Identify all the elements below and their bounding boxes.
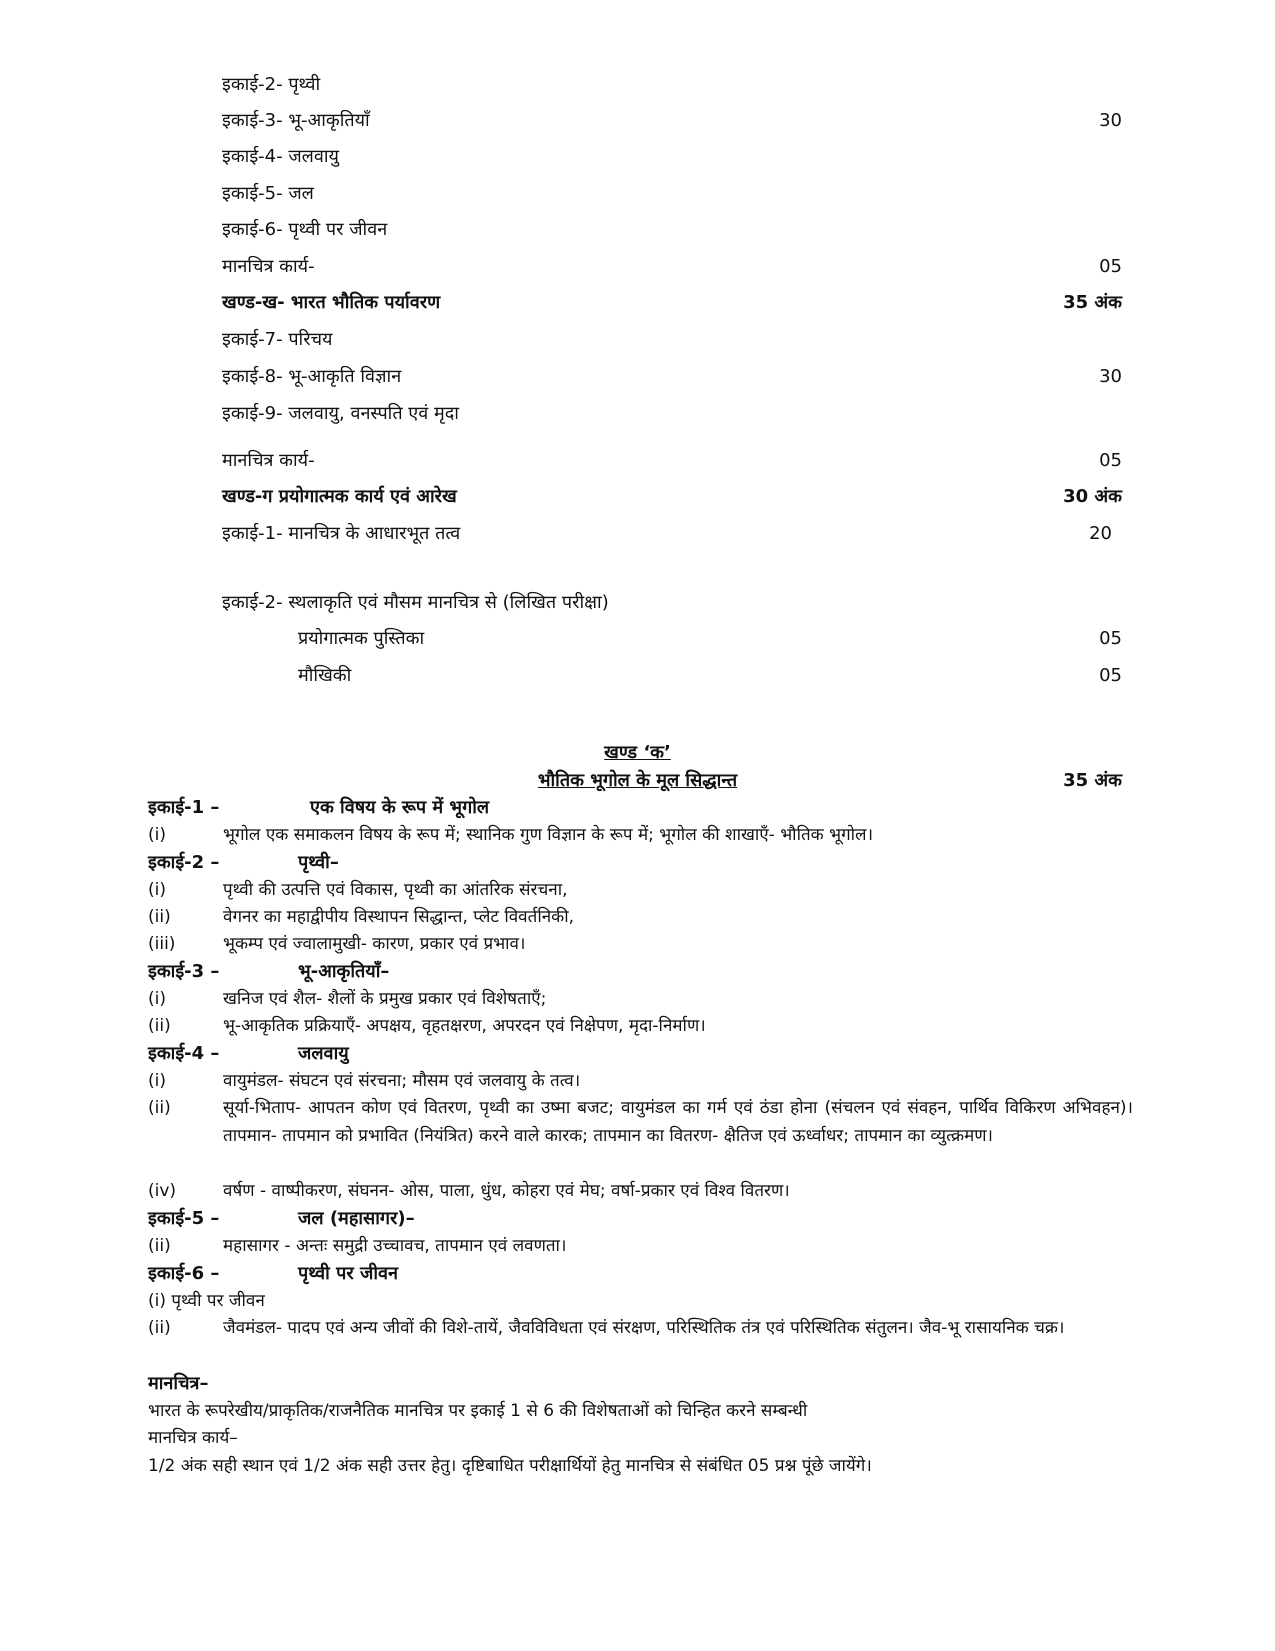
item-number: (i) [148, 825, 166, 845]
outline-row [222, 215, 1122, 245]
section-marks: 35 अंक [1063, 770, 1122, 791]
list-item [148, 903, 1133, 931]
item-number: (iii) [148, 934, 176, 954]
item-text: जैवमंडल- पादप एवं अन्य जीवों की विशे-तायें, जैवविविधता एवं संरक्षण, परिस्थितिक तंत्र एवं परिस्थितिक संतुलन। जैव-भू रासायनिक चक्र। [223, 1318, 1065, 1338]
outline-label: इकाई-9- जलवायु, वनस्पति एवं मृदा [222, 403, 459, 424]
item-number: (i) [148, 1291, 166, 1311]
list-item [148, 1094, 1133, 1150]
section-heading: खण्ड ‘क’ [604, 742, 671, 763]
item-text: भूगोल एक समाकलन विषय के रूप में; स्थानिक गुण विज्ञान के रूप में; भूगोल की शाखाएँ- भौतिक भूगोल। [223, 825, 874, 845]
outline-label: इकाई-1- मानचित्र के आधारभूत तत्व [222, 523, 461, 544]
outline-marks: 05 [1099, 665, 1122, 686]
outline-label: इकाई-3- भू-आकृतियाँ [222, 110, 370, 131]
outline-row [222, 399, 1122, 429]
item-number: (ii) [148, 1016, 171, 1036]
unit-heading [148, 1205, 1128, 1233]
outline-label: मानचित्र कार्य- [222, 256, 315, 277]
item-number: (i) [148, 880, 166, 900]
item-text: महासागर - अन्तः समुद्री उच्चावच, तापमान एवं लवणता। [223, 1236, 567, 1256]
item-text: पृथ्वी पर जीवन [171, 1291, 265, 1311]
outline-marks: 05 [1099, 628, 1122, 649]
outline-row [222, 588, 1122, 618]
item-text: पृथ्वी की उत्पत्ति एवं विकास, पृथ्वी का आंतरिक संरचना, [223, 880, 568, 900]
list-item [148, 1287, 1133, 1315]
outline-row [222, 325, 1122, 355]
map-note: 1/2 अंक सही स्थान एवं 1/2 अंक सही उत्तर हेतु। दृष्टिबाधित परीक्षार्थियों हेतु मानचित्र से संबंधित 05 प्रश्न पूंछे जायेंगे। [148, 1456, 872, 1476]
unit-title: भू-आकृतियाँ– [298, 961, 390, 982]
unit-number: इकाई-1 – [148, 797, 220, 818]
item-text: वायुमंडल- संघटन एवं संरचना; मौसम एवं जलवायु के तत्व। [223, 1071, 581, 1091]
outline-label: प्रयोगात्मक पुस्तिका [298, 628, 425, 649]
unit-title: जलवायु [298, 1043, 349, 1064]
unit-number: इकाई-2 – [148, 852, 220, 873]
unit-heading [148, 849, 1128, 877]
map-line: भारत के रूपरेखीय/प्राकृतिक/राजनैतिक मानचित्र पर इकाई 1 से 6 की विशेषताओं को चिन्हित करने सम्बन्धी [148, 1401, 808, 1421]
outline-label: इकाई-6- पृथ्वी पर जीवन [222, 219, 388, 240]
list-item [148, 1067, 1133, 1095]
unit-title: पृथ्वी पर जीवन [298, 1263, 398, 1284]
section-title: भौतिक भूगोल के मूल सिद्धान्त [537, 770, 738, 791]
outline-row [222, 362, 1122, 392]
list-item [148, 1232, 1133, 1260]
outline-marks: 20 [1089, 523, 1112, 544]
item-number: (i) [148, 1071, 166, 1091]
outline-label: खण्ड-ख- भारत भौतिक पर्यावरण [222, 292, 441, 313]
outline-label: खण्ड-ग प्रयोगात्मक कार्य एवं आरेख [222, 486, 457, 507]
outline-marks: 30 अंक [1063, 486, 1122, 507]
outline-row [222, 446, 1122, 476]
map-line: मानचित्र कार्य– [148, 1428, 238, 1448]
unit-heading [148, 1260, 1128, 1288]
unit-heading [148, 958, 1128, 986]
list-item [148, 1177, 1133, 1205]
outline-label: इकाई-4- जलवायु [222, 146, 339, 167]
outline-row [222, 142, 1122, 172]
outline-marks: 05 [1099, 256, 1122, 277]
item-text: वर्षण - वाष्पीकरण, संघनन- ओस, पाला, धुंध, कोहरा एवं मेघ; वर्षा-प्रकार एवं विश्व वितरण। [223, 1181, 790, 1201]
map-heading: मानचित्र– [148, 1373, 209, 1394]
item-text: खनिज एवं शैल- शैलों के प्रमुख प्रकार एवं विशेषताएँ; [223, 989, 547, 1009]
outline-row [222, 106, 1122, 136]
outline-label: इकाई-7- परिचय [222, 329, 333, 350]
list-item [148, 1314, 1133, 1342]
list-item [148, 1012, 1133, 1040]
unit-number: इकाई-6 – [148, 1263, 220, 1284]
outline-marks: 30 [1099, 366, 1122, 387]
list-item [148, 821, 1133, 849]
unit-heading [148, 1040, 1128, 1068]
list-item [148, 930, 1133, 958]
item-number: (ii) [148, 1098, 171, 1118]
item-number: (i) [148, 989, 166, 1009]
outline-marks: 05 [1099, 450, 1122, 471]
outline-row [222, 252, 1122, 282]
outline-label: इकाई-8- भू-आकृति विज्ञान [222, 366, 402, 387]
outline-marks: 35 अंक [1063, 292, 1122, 313]
unit-title: जल (महासागर)– [298, 1208, 415, 1229]
unit-heading [148, 794, 1128, 822]
item-number: (ii) [148, 907, 171, 927]
outline-row [222, 179, 1122, 209]
unit-number: इकाई-4 – [148, 1043, 220, 1064]
outline-row [222, 624, 1122, 654]
unit-title: एक विषय के रूप में भूगोल [310, 797, 490, 818]
item-text: वेगनर का महाद्वीपीय विस्थापन सिद्धान्त, प्लेट विवर्तनिकी, [223, 907, 575, 927]
outline-label: मौखिकी [298, 665, 352, 686]
item-number: (iv) [148, 1181, 177, 1201]
outline-row [222, 70, 1122, 100]
outline-section-row [222, 288, 1122, 318]
outline-label: इकाई-2- पृथ्वी [222, 74, 321, 95]
item-number: (ii) [148, 1236, 171, 1256]
unit-number: इकाई-5 – [148, 1208, 220, 1229]
outline-row [222, 519, 1122, 549]
outline-label: इकाई-2- स्थलाकृति एवं मौसम मानचित्र से (लिखित परीक्षा) [222, 592, 609, 613]
outline-section-row [222, 482, 1122, 512]
outline-label: मानचित्र कार्य- [222, 450, 315, 471]
unit-number: इकाई-3 – [148, 961, 220, 982]
item-text: सूर्या-भिताप- आपतन कोण एवं वितरण, पृथ्वी का उष्मा बजट; वायुमंडल का गर्म एवं ठंडा होना (संचलन एवं संवहन, पार्थिव विकिरण अभिवहन)। तापमान- तापमान को प्रभावित (नियंत्रित) करने वाले कारक; तापमान का वितरण- क्षैतिज एवं ऊर्ध्वाधर; तापमान का व्युत्क्रमण। [223, 1098, 1133, 1146]
list-item [148, 985, 1133, 1013]
item-number: (ii) [148, 1318, 171, 1338]
unit-title: पृथ्वी– [298, 852, 339, 873]
item-text: भू-आकृतिक प्रक्रियाएँ- अपक्षय, वृहतक्षरण, अपरदन एवं निक्षेपण, मृदा-निर्माण। [223, 1016, 706, 1036]
list-item [148, 876, 1133, 904]
outline-label: इकाई-5- जल [222, 183, 314, 204]
outline-marks: 30 [1099, 110, 1122, 131]
outline-row [222, 661, 1122, 691]
item-text: भूकम्प एवं ज्वालामुखी- कारण, प्रकार एवं प्रभाव। [223, 934, 526, 954]
